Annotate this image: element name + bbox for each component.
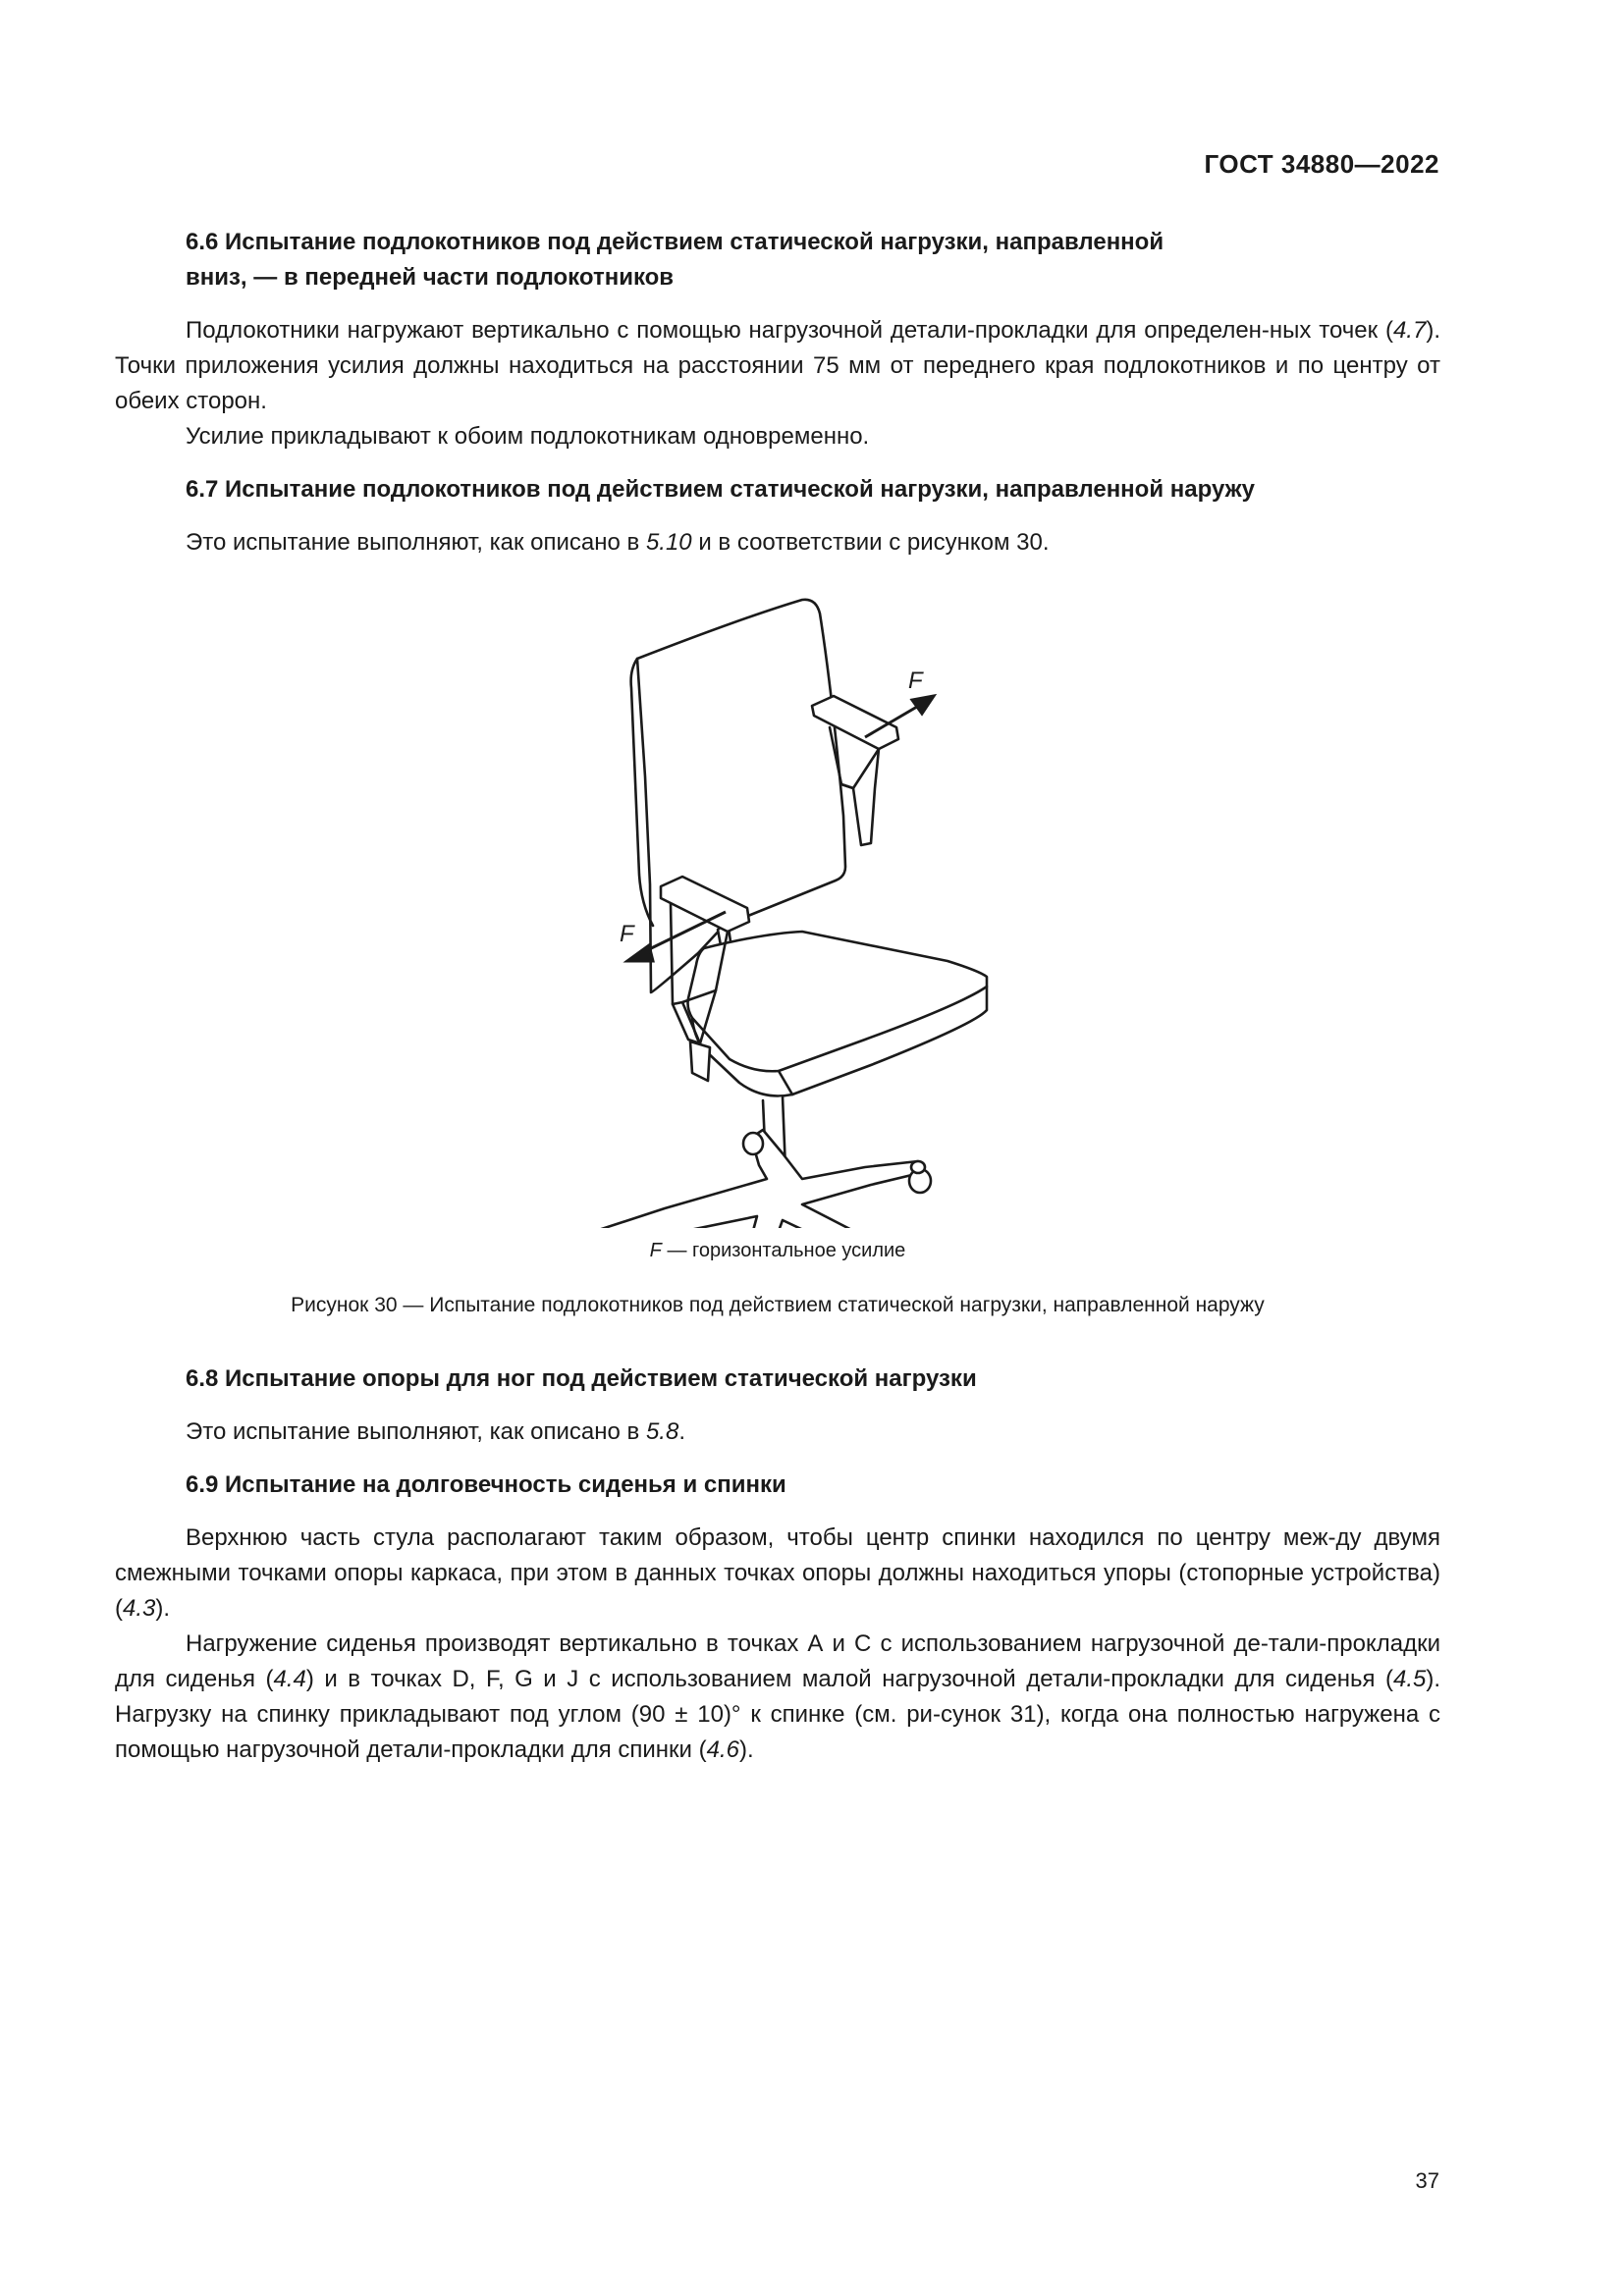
clause-ref: 4.7 — [1392, 317, 1427, 344]
clause-ref: 5.8 — [645, 1418, 679, 1445]
clause-ref: 4.4 — [273, 1666, 306, 1692]
section-6-7-paragraph-1: Это испытание выполняют, как описано в 5.10 и в соответствии с рисунком 30. — [186, 529, 1050, 556]
force-label-left: F — [620, 921, 634, 947]
office-chair-drawing — [115, 580, 1440, 1228]
section-6-7-title: 6.7 Испытание подлокотников под действием статической нагрузки, направленной наружу — [186, 476, 1255, 503]
section-6-6-paragraph-2: Усилие прикладывают к обоим подлокотникам одновременно. — [186, 423, 870, 450]
figure-legend: F — горизонтальное усилие — [649, 1240, 906, 1261]
section-6-9-paragraph-2: Нагружение сиденья производят вертикально в точках А и С с использованием нагрузочной де-тали-прокладки для сиденья (4.4) и в точках D, F, G и J с использованием малой нагрузочной детали-прокладки для сиденья (4.5). Нагрузку на спинку прикладывают под углом (90 ± 10)° к спинке (см. ри-сунок 31), когда она полностью нагружена с помощью нагрузочной детали-прокладки для спинки (4.6). — [115, 1630, 1441, 1763]
page-number: 37 — [1415, 2168, 1439, 2193]
figure-caption: Рисунок 30 — Испытание подлокотников под действием статической нагрузки, направленной наружу — [291, 1294, 1265, 1316]
section-6-9-paragraph-1: Верхнюю часть стула располагают таким образом, чтобы центр спинки находился по центру меж-ду двумя смежными точками опоры каркаса, при этом в данных точках опоры должны находиться упоры (стопорные устройства) (4.3). — [115, 1524, 1440, 1622]
chair-seat — [688, 932, 988, 1071]
section-6-6-paragraph-1: Подлокотники нагружают вертикально с помощью нагрузочной детали-прокладки для определен-ных точек (4.7). Точки приложения усилия должны находиться на расстоянии 75 мм от переднего края подлокотников и по центру от обеих сторон. — [115, 317, 1440, 414]
left-armrest-bracket — [690, 1041, 710, 1081]
clause-ref: 4.5 — [1392, 1666, 1427, 1692]
page-content — [115, 225, 1440, 1768]
section-6-9-title: 6.9 Испытание на долговечность сиденья и спинки — [186, 1471, 786, 1498]
section-6-8-title: 6.8 Испытание опоры для ног под действием статической нагрузки — [186, 1365, 977, 1392]
arrow-head-right — [912, 696, 934, 714]
figure-30 — [115, 580, 1440, 1228]
clause-ref: 4.3 — [123, 1595, 156, 1622]
clause-ref: 5.10 — [645, 529, 692, 556]
section-6-6-title: 6.6 Испытание подлокотников под действием статической нагрузки, направленной вниз, — в передней части подлокотников — [186, 229, 1164, 291]
arrow-head-left — [627, 945, 653, 961]
section-6-8-paragraph-1: Это испытание выполняют, как описано в 5.8. — [186, 1418, 685, 1445]
clause-ref: 4.6 — [706, 1736, 739, 1763]
force-label-right: F — [908, 667, 923, 694]
standard-number: ГОСТ 34880—2022 — [1204, 149, 1439, 179]
